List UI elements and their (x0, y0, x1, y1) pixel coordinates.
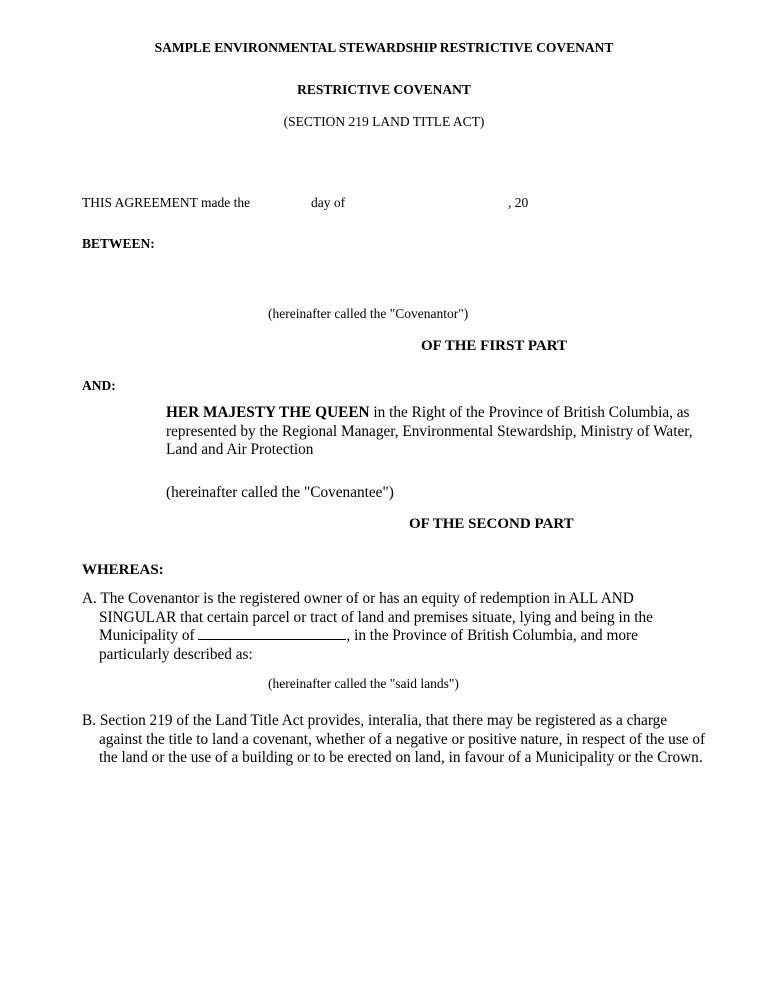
covenantee-description (166, 404, 706, 460)
between-label: BETWEEN: (82, 236, 155, 251)
whereas-label: WHEREAS: (82, 562, 164, 578)
sample-title: SAMPLE ENVIRONMENTAL STEWARDSHIP RESTRICTIVE COVENANT (154, 40, 614, 55)
recital-a-text: A. The Covenantor is the registered owner of or has an equity of redemption in ALL AND SINGULAR that certain parcel or tract of land and premises situate, lying and being in the Municipality of (82, 590, 653, 644)
municipality-blank (198, 627, 346, 640)
document-title: RESTRICTIVE COVENANT (297, 82, 471, 97)
covenantee-called: (hereinafter called the "Covenantee") (166, 484, 394, 501)
covenantor-called: (hereinafter called the "Covenantor") (268, 306, 469, 321)
recital-a-text-end: , in the Province of British Columbia, and more particularly described as: (99, 627, 638, 663)
and-label: AND: (82, 378, 116, 393)
agreement-day-of: day of (311, 195, 346, 210)
said-lands-called: (hereinafter called the "said lands") (268, 676, 459, 691)
recital-b: B. Section 219 of the Land Title Act provides, interalia, that there may be registered as a charge against the title to land a covenant, whether of a negative or positive nature, in respect of the use of the land or the use of a building or to be erected on land, in favour of a Municipality or the Crown. (82, 712, 706, 766)
agreement-made-the: THIS AGREEMENT made the (82, 195, 251, 210)
covenantee-name: HER MAJESTY THE QUEEN (166, 404, 370, 421)
document-subtitle: (SECTION 219 LAND TITLE ACT) (283, 114, 485, 129)
recital-a (82, 590, 709, 664)
second-part-label: OF THE SECOND PART (409, 516, 574, 532)
first-part-label: OF THE FIRST PART (421, 338, 568, 354)
agreement-year: , 20 (508, 195, 529, 210)
covenantee-description-text: in the Right of the Province of British Columbia, as represented by the Regional Manager, Environmental Stewardship, Ministry of Water, Land and Air Protection (166, 404, 693, 458)
